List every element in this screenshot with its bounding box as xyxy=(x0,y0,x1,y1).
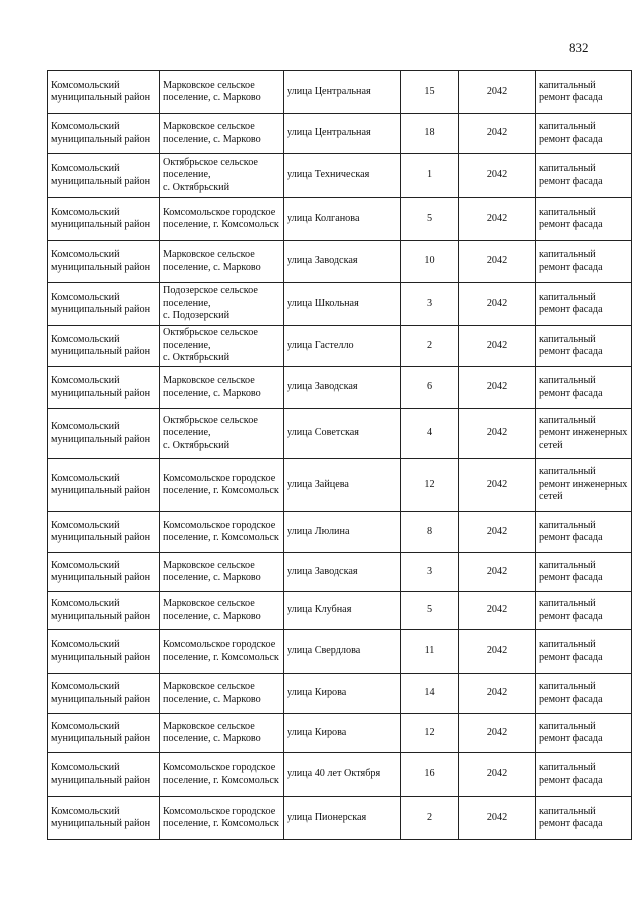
year-cell: 2042 xyxy=(459,753,536,797)
year-cell: 2042 xyxy=(459,114,536,154)
settlement-cell: Марковское сельское поселение, с. Марково xyxy=(160,114,284,154)
work-type-cell: капитальный ремонт фасада xyxy=(536,283,632,326)
table-row xyxy=(48,367,632,409)
year-cell: 2042 xyxy=(459,241,536,283)
street-cell: улица Заводская xyxy=(284,367,401,409)
table-row xyxy=(48,592,632,630)
year-cell: 2042 xyxy=(459,409,536,459)
district-cell: Комсомольский муниципальный район xyxy=(48,114,160,154)
table-row xyxy=(48,512,632,553)
table-row xyxy=(48,283,632,326)
settlement-cell: Комсомольское городское поселение, г. Комсомольск xyxy=(160,512,284,553)
page-number: 832 xyxy=(569,40,589,55)
street-cell: улица Пионерская xyxy=(284,797,401,840)
table-row xyxy=(48,553,632,592)
work-type-cell: капитальный ремонт фасада xyxy=(536,714,632,753)
work-type-cell: капитальный ремонт фасада xyxy=(536,674,632,714)
table-row xyxy=(48,326,632,367)
work-type-cell: капитальный ремонт фасада xyxy=(536,198,632,241)
table-row xyxy=(48,459,632,512)
settlement-cell: Марковское сельское поселение, с. Марково xyxy=(160,674,284,714)
street-cell: улица Советская xyxy=(284,409,401,459)
work-type-cell: капитальный ремонт фасада xyxy=(536,367,632,409)
house-number-cell: 8 xyxy=(401,512,459,553)
year-cell: 2042 xyxy=(459,367,536,409)
year-cell: 2042 xyxy=(459,459,536,512)
settlement-cell: Подозерское сельское поселение, с. Подозерский xyxy=(160,283,284,326)
district-cell: Комсомольский муниципальный район xyxy=(48,714,160,753)
street-cell: улица Колганова xyxy=(284,198,401,241)
settlement-cell: Комсомольское городское поселение, г. Комсомольск xyxy=(160,630,284,674)
table-row xyxy=(48,674,632,714)
district-cell: Комсомольский муниципальный район xyxy=(48,283,160,326)
street-cell: улица Гастелло xyxy=(284,326,401,367)
year-cell: 2042 xyxy=(459,154,536,198)
work-type-cell: капитальный ремонт инженерных сетей xyxy=(536,459,632,512)
table-row xyxy=(48,409,632,459)
settlement-cell: Марковское сельское поселение, с. Марково xyxy=(160,71,284,114)
work-type-cell: капитальный ремонт фасада xyxy=(536,753,632,797)
house-number-cell: 18 xyxy=(401,114,459,154)
street-cell: улица Люлина xyxy=(284,512,401,553)
settlement-cell: Марковское сельское поселение, с. Марково xyxy=(160,592,284,630)
street-cell: улица Заводская xyxy=(284,553,401,592)
street-cell: улица Кирова xyxy=(284,714,401,753)
house-number-cell: 5 xyxy=(401,592,459,630)
house-number-cell: 4 xyxy=(401,409,459,459)
table-row xyxy=(48,630,632,674)
year-cell: 2042 xyxy=(459,283,536,326)
house-number-cell: 2 xyxy=(401,326,459,367)
work-type-cell: капитальный ремонт фасада xyxy=(536,114,632,154)
table-row xyxy=(48,71,632,114)
street-cell: улица Клубная xyxy=(284,592,401,630)
district-cell: Комсомольский муниципальный район xyxy=(48,512,160,553)
street-cell: улица Зайцева xyxy=(284,459,401,512)
settlement-cell: Марковское сельское поселение, с. Марково xyxy=(160,367,284,409)
work-type-cell: капитальный ремонт инженерных сетей xyxy=(536,409,632,459)
district-cell: Комсомольский муниципальный район xyxy=(48,753,160,797)
registry-table xyxy=(47,70,632,840)
work-type-cell: капитальный ремонт фасада xyxy=(536,71,632,114)
settlement-cell: Октябрьское сельское поселение, с. Октябрьский xyxy=(160,326,284,367)
district-cell: Комсомольский муниципальный район xyxy=(48,198,160,241)
settlement-cell: Марковское сельское поселение, с. Марково xyxy=(160,553,284,592)
year-cell: 2042 xyxy=(459,326,536,367)
house-number-cell: 6 xyxy=(401,367,459,409)
street-cell: улица Заводская xyxy=(284,241,401,283)
year-cell: 2042 xyxy=(459,630,536,674)
work-type-cell: капитальный ремонт фасада xyxy=(536,630,632,674)
house-number-cell: 1 xyxy=(401,154,459,198)
year-cell: 2042 xyxy=(459,71,536,114)
year-cell: 2042 xyxy=(459,674,536,714)
street-cell: улица Школьная xyxy=(284,283,401,326)
settlement-cell: Комсомольское городское поселение, г. Комсомольск xyxy=(160,753,284,797)
year-cell: 2042 xyxy=(459,714,536,753)
work-type-cell: капитальный ремонт фасада xyxy=(536,326,632,367)
district-cell: Комсомольский муниципальный район xyxy=(48,553,160,592)
settlement-cell: Комсомольское городское поселение, г. Комсомольск xyxy=(160,198,284,241)
district-cell: Комсомольский муниципальный район xyxy=(48,592,160,630)
street-cell: улица Техническая xyxy=(284,154,401,198)
street-cell: улица Кирова xyxy=(284,674,401,714)
work-type-cell: капитальный ремонт фасада xyxy=(536,553,632,592)
settlement-cell: Марковское сельское поселение, с. Марково xyxy=(160,241,284,283)
street-cell: улица 40 лет Октября xyxy=(284,753,401,797)
work-type-cell: капитальный ремонт фасада xyxy=(536,241,632,283)
year-cell: 2042 xyxy=(459,797,536,840)
house-number-cell: 12 xyxy=(401,714,459,753)
district-cell: Комсомольский муниципальный район xyxy=(48,154,160,198)
house-number-cell: 15 xyxy=(401,71,459,114)
work-type-cell: капитальный ремонт фасада xyxy=(536,797,632,840)
year-cell: 2042 xyxy=(459,553,536,592)
settlement-cell: Комсомольское городское поселение, г. Комсомольск xyxy=(160,797,284,840)
year-cell: 2042 xyxy=(459,512,536,553)
district-cell: Комсомольский муниципальный район xyxy=(48,367,160,409)
table-row xyxy=(48,753,632,797)
house-number-cell: 14 xyxy=(401,674,459,714)
table-row xyxy=(48,714,632,753)
work-type-cell: капитальный ремонт фасада xyxy=(536,512,632,553)
table-row xyxy=(48,797,632,840)
district-cell: Комсомольский муниципальный район xyxy=(48,797,160,840)
district-cell: Комсомольский муниципальный район xyxy=(48,326,160,367)
table-row xyxy=(48,241,632,283)
table-row xyxy=(48,198,632,241)
house-number-cell: 2 xyxy=(401,797,459,840)
settlement-cell: Комсомольское городское поселение, г. Комсомольск xyxy=(160,459,284,512)
table-row xyxy=(48,114,632,154)
house-number-cell: 3 xyxy=(401,553,459,592)
work-type-cell: капитальный ремонт фасада xyxy=(536,154,632,198)
settlement-cell: Марковское сельское поселение, с. Марково xyxy=(160,714,284,753)
house-number-cell: 3 xyxy=(401,283,459,326)
table-row xyxy=(48,154,632,198)
district-cell: Комсомольский муниципальный район xyxy=(48,71,160,114)
district-cell: Комсомольский муниципальный район xyxy=(48,630,160,674)
district-cell: Комсомольский муниципальный район xyxy=(48,409,160,459)
street-cell: улица Свердлова xyxy=(284,630,401,674)
work-type-cell: капитальный ремонт фасада xyxy=(536,592,632,630)
district-cell: Комсомольский муниципальный район xyxy=(48,459,160,512)
registry-table-body xyxy=(48,71,632,840)
district-cell: Комсомольский муниципальный район xyxy=(48,241,160,283)
year-cell: 2042 xyxy=(459,592,536,630)
house-number-cell: 12 xyxy=(401,459,459,512)
settlement-cell: Октябрьское сельское поселение, с. Октябрьский xyxy=(160,154,284,198)
settlement-cell: Октябрьское сельское поселение, с. Октябрьский xyxy=(160,409,284,459)
house-number-cell: 10 xyxy=(401,241,459,283)
house-number-cell: 5 xyxy=(401,198,459,241)
district-cell: Комсомольский муниципальный район xyxy=(48,674,160,714)
street-cell: улица Центральная xyxy=(284,114,401,154)
house-number-cell: 16 xyxy=(401,753,459,797)
house-number-cell: 11 xyxy=(401,630,459,674)
street-cell: улица Центральная xyxy=(284,71,401,114)
year-cell: 2042 xyxy=(459,198,536,241)
